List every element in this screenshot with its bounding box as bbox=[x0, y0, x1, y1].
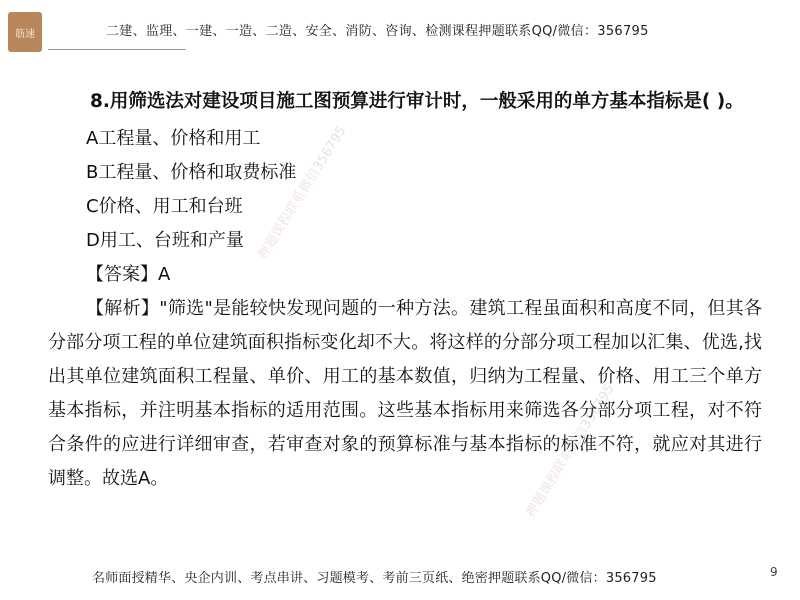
watermark: 押题课程联系微信356795 bbox=[523, 381, 618, 521]
header-contact-text: 二建、监理、一建、一造、二造、安全、消防、咨询、检测课程押题联系QQ/微信：356795 bbox=[106, 24, 649, 39]
footer-contact-text: 名师面授精华、央企内训、考点串讲、习题模考、考前三页纸、绝密押题联系QQ/微信：356795 bbox=[92, 571, 657, 586]
analysis-paragraph: 【解析】"筛选"是能较快发现问题的一种方法。建筑工程虽面积和高度不同，但其各分部分项工程的单位建筑面积指标变化却不大。将这样的分部分项工程加以汇集、优选,找出其单位建筑面积工程量、单价、用工的基本数值，归纳为工程量、价格、用工三个单方基本指标，并注明基本指标的适用范围。这些基本指标用来筛选各分部分项工程，对不符合条件的应进行详细审查，若审查对象的预算标准与基本指标的标准不符，就应对其进行调整。故选A。 bbox=[48, 298, 762, 489]
option-a: A工程量、价格和用工 bbox=[86, 128, 261, 149]
question-content bbox=[48, 86, 762, 496]
watermark: 押题课程联系微信356795 bbox=[255, 123, 350, 263]
page-number: 9 bbox=[770, 565, 778, 579]
brand-logo bbox=[8, 12, 42, 52]
option-d: D用工、台班和产量 bbox=[86, 230, 244, 251]
answer-line: 【答案】A bbox=[86, 264, 171, 285]
header-divider bbox=[48, 49, 186, 50]
question-stem: 8.用筛选法对建设项目施工图预算进行审计时，一般采用的单方基本指标是( )。 bbox=[90, 91, 744, 112]
logo-text: 筋速 bbox=[15, 28, 35, 40]
option-b: B工程量、价格和取费标准 bbox=[86, 162, 297, 183]
option-c: C价格、用工和台班 bbox=[86, 196, 243, 217]
